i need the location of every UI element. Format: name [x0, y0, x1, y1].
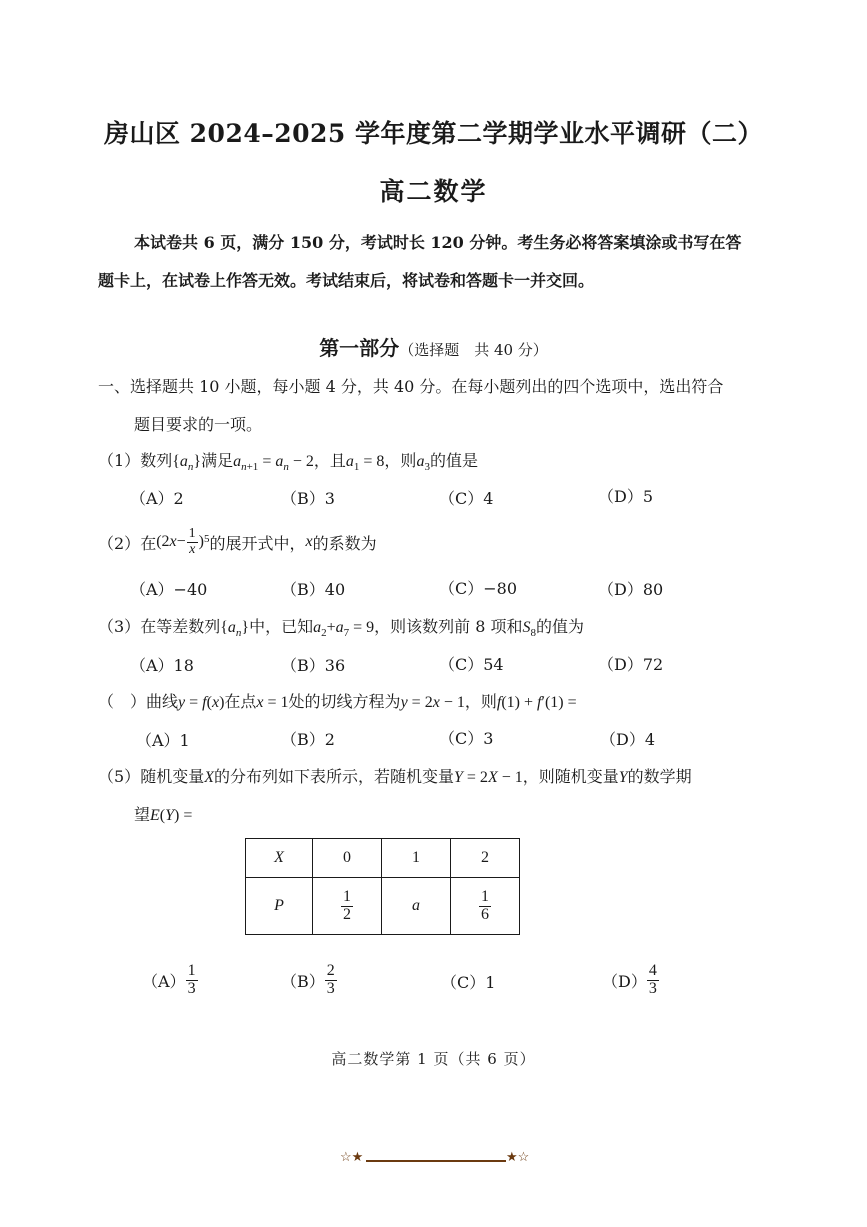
option-c[interactable]: （C）54 [439, 655, 504, 674]
option-d[interactable]: （D）80 [598, 580, 664, 599]
question-text: 的分布列如下表所示，若随机变量 [213, 767, 454, 786]
distribution-table [245, 838, 520, 935]
option-c[interactable]: （C）−80 [439, 579, 518, 598]
section-line-1: 一、选择题共 10 小题，每小题 4 分，共 40 分。在每小题列出的四个选项中，选出符合 [98, 377, 724, 396]
question-text: 的值为 [536, 617, 585, 636]
question-2 [98, 522, 377, 562]
question-text: 的系数为 [312, 533, 377, 553]
question-number: （2） [98, 533, 141, 553]
table-cell: 0 [313, 839, 382, 878]
question-text: 的展开式中， [209, 533, 306, 553]
question-number: （5） [98, 767, 141, 786]
fraction: $\frac{2}{3}$ [326, 961, 335, 997]
option-b[interactable]: （B）40 [281, 580, 346, 599]
option-a[interactable]: （A）18 [130, 656, 194, 675]
question-text: 数列 [140, 451, 173, 470]
question-1 [98, 448, 478, 473]
math-expression: $a_3$ [416, 453, 430, 474]
option-d[interactable]: （D）5 [598, 487, 654, 506]
question-text: ，则随机变量 [522, 767, 619, 786]
question-4 [98, 689, 577, 712]
option-a[interactable]: （A）−40 [130, 580, 208, 599]
fraction: $\frac{1}{6}$ [481, 887, 489, 923]
table-row [246, 839, 520, 878]
math-expression: x = 1 [256, 694, 289, 711]
page-footer: 高二数学第 1 页（共 6 页） [331, 1050, 536, 1068]
table-row [246, 878, 520, 935]
math-variable: x [305, 533, 313, 550]
question-text: 在 [140, 533, 157, 553]
option-b[interactable]: （B）3 [281, 489, 335, 508]
table-cell: 1 [382, 839, 451, 878]
section-line-2: 题目要求的一项。 [134, 415, 263, 434]
question-text: 满足 [201, 451, 234, 470]
option-a[interactable] [142, 958, 198, 1002]
math-expression: y = f(x) [178, 694, 225, 711]
question-text: 在点 [224, 692, 257, 711]
table-cell: a [382, 878, 451, 935]
question-text: 中，已知 [249, 617, 314, 636]
question-text: 随机变量 [140, 767, 205, 786]
math-expression: $S_8$ [522, 619, 537, 640]
option-b[interactable]: （B）36 [281, 656, 346, 675]
question-5-cont [134, 802, 192, 825]
math-variable: Y [618, 769, 628, 786]
question-3 [98, 614, 584, 639]
question-number: （ ） [98, 692, 147, 711]
question-text: 处的切线方程为 [288, 692, 401, 711]
math-expression: $\{a_n\}$ [172, 453, 202, 474]
math-expression: (2 x − $\frac{1}{x}$ ) 5 [156, 525, 210, 557]
option-a[interactable]: （A）2 [130, 489, 184, 508]
table-cell: X [246, 839, 313, 878]
math-expression: $a_1 = 8$ [345, 453, 385, 474]
part-heading [0, 332, 867, 361]
math-expression: $a_2+a_7 = 9$ [313, 619, 375, 640]
option-c[interactable]: （C）3 [439, 729, 494, 748]
intro-line-1: 本试卷共 6 页，满分 150 分，考试时长 120 分钟。考生务必将答案填涂或书写在答 [134, 233, 742, 252]
option-c[interactable]: （C）4 [439, 489, 494, 508]
question-text: 的值是 [429, 451, 478, 470]
footer-stars-right: ★☆ [506, 1150, 530, 1165]
question-text: ，则 [384, 451, 417, 470]
question-text: 曲线 [146, 692, 179, 711]
footer-stars-left: ☆★ [340, 1150, 364, 1165]
question-text: ，且 [313, 451, 346, 470]
option-c[interactable]: （C）1 [441, 973, 496, 992]
fraction: $\frac{4}{3}$ [648, 961, 657, 997]
option-label: （D） [602, 971, 647, 991]
part-title: 第一部分 [319, 336, 400, 360]
option-label: （B） [281, 971, 325, 991]
question-5 [98, 764, 692, 787]
table-cell: P [246, 878, 313, 935]
part-note: （选择题 共 40 分） [399, 341, 548, 359]
fraction: $\frac{1}{3}$ [187, 961, 196, 997]
math-expression: $a_{n+1} = a_n - 2$ [233, 453, 314, 474]
question-text: ，则该数列前 8 项和 [374, 617, 523, 636]
question-number: （1） [98, 451, 141, 470]
option-b[interactable] [281, 958, 337, 1002]
option-d[interactable] [602, 958, 659, 1002]
question-text: 的数学期 [627, 767, 692, 786]
table-cell: 2 [451, 839, 520, 878]
math-expression: y = 2x − 1 [400, 694, 465, 711]
table-cell [313, 878, 382, 935]
exam-subject: 高二数学 [379, 177, 488, 206]
fraction: $\frac{1}{2}$ [343, 887, 351, 923]
footer-divider [366, 1160, 506, 1162]
math-expression: E(Y) = [150, 807, 193, 824]
option-d[interactable]: （D）4 [600, 730, 656, 749]
option-a[interactable]: （A）1 [136, 731, 190, 750]
intro-line-2: 题卡上，在试卷上作答无效。考试结束后，将试卷和答题卡一并交回。 [98, 271, 595, 290]
math-expression: Y = 2X − 1 [454, 769, 523, 786]
option-d[interactable]: （D）72 [598, 655, 664, 674]
math-variable: X [204, 769, 214, 786]
exam-title: 房山区 2024–2025 学年度第二学期学业水平调研（二） [103, 119, 764, 148]
option-b[interactable]: （B）2 [281, 730, 335, 749]
math-expression: $\{a_n\}$ [220, 619, 250, 640]
question-text: ，则 [464, 692, 497, 711]
question-text: 在等差数列 [140, 617, 221, 636]
question-text: 望 [134, 805, 151, 824]
option-label: （A） [142, 971, 186, 991]
math-expression: f(1) + f′(1) = [496, 694, 577, 711]
question-number: （3） [98, 617, 141, 636]
table-cell [451, 878, 520, 935]
